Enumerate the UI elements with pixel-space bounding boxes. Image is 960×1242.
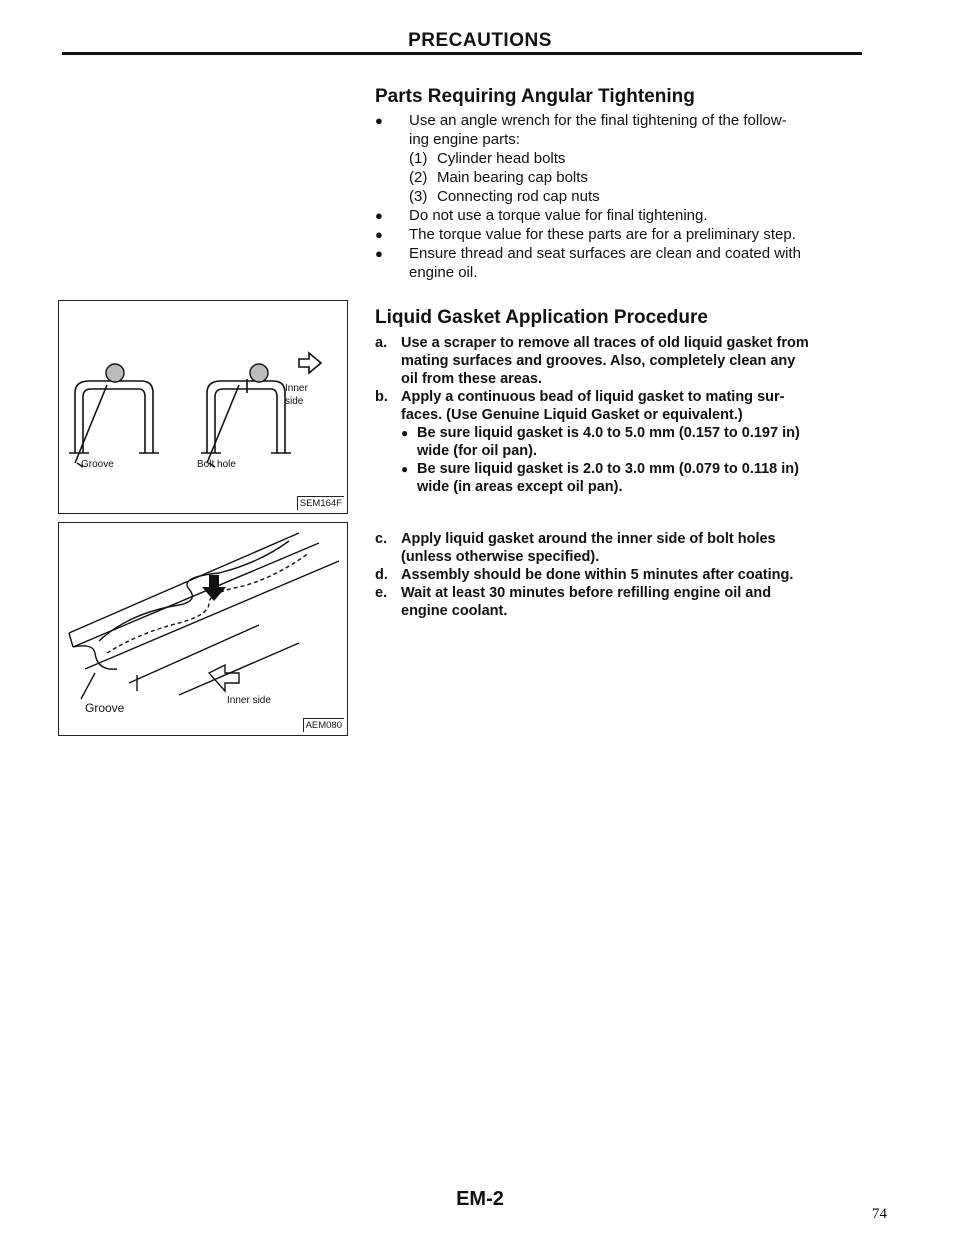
bullet-icon: ● xyxy=(401,426,409,440)
step-a: a. Use a scraper to remove all traces of old liquid gasket from mating surfaces and grooves. Also, completely clean any oil from these areas. xyxy=(375,335,809,387)
bullet-icon: ● xyxy=(375,113,383,128)
step-b-bullet: ● Be sure liquid gasket is 2.0 to 3.0 mm (0.079 to 0.118 in) wide (in areas except oil pan). xyxy=(401,461,799,495)
section-title-angular-tightening: Parts Requiring Angular Tightening xyxy=(375,86,695,107)
list-item: ● Ensure thread and seat surfaces are clean and coated with engine oil. xyxy=(375,245,801,281)
figure-label-inner: Inner xyxy=(285,383,308,394)
figure-groove-bolt-hole-drawing xyxy=(59,301,347,513)
step-b-bullet: ● Be sure liquid gasket is 4.0 to 5.0 mm (0.157 to 0.197 in) wide (for oil pan). xyxy=(401,425,800,459)
gasket-steps-ab xyxy=(375,334,865,496)
list-item: ● The torque value for these parts are for a preliminary step. xyxy=(375,226,796,243)
figure-label-inner-side: Inner side xyxy=(227,695,271,706)
page-title: PRECAUTIONS xyxy=(408,30,552,51)
bullet-icon: ● xyxy=(375,246,383,261)
figure-label-bolt-hole: Bolt hole xyxy=(197,459,236,470)
page-number: 74 xyxy=(872,1206,887,1222)
list-item: ● Use an angle wrench for the final tightening of the follow- ing engine parts: xyxy=(375,112,787,148)
bullet-icon: ● xyxy=(401,462,409,476)
header-rule xyxy=(62,52,862,55)
figure-label-side: side xyxy=(285,396,304,407)
gasket-steps-cde xyxy=(375,530,865,620)
step-d: d. Assembly should be done within 5 minutes after coating. xyxy=(375,567,794,583)
figure-label-groove: Groove xyxy=(81,459,114,470)
step-e: e. Wait at least 30 minutes before refilling engine oil and engine coolant. xyxy=(375,585,772,619)
sub-item: (3) Connecting rod cap nuts xyxy=(409,188,600,205)
sub-item: (1) Cylinder head bolts xyxy=(409,150,566,167)
section-title-liquid-gasket: Liquid Gasket Application Procedure xyxy=(375,307,708,328)
bullet-icon: ● xyxy=(375,227,383,242)
bullet-icon: ● xyxy=(375,208,383,223)
sub-item: (2) Main bearing cap bolts xyxy=(409,169,588,186)
step-c: c. Apply liquid gasket around the inner side of bolt holes (unless otherwise specified). xyxy=(375,531,776,565)
page-code: EM-2 xyxy=(456,1188,504,1210)
step-b: b. Apply a continuous bead of liquid gasket to mating sur- faces. (Use Genuine Liquid Gasket or equivalent.) xyxy=(375,389,785,423)
angular-tightening-list xyxy=(375,111,865,282)
list-item: ● Do not use a torque value for final tightening. xyxy=(375,207,708,224)
figure-code: AEM080 xyxy=(303,718,344,732)
figure-groove-bolt-hole xyxy=(58,300,348,514)
figure-gasket-bead xyxy=(58,522,348,736)
figure-code: SEM164F xyxy=(297,496,344,510)
figure-label-groove: Groove xyxy=(85,701,125,715)
